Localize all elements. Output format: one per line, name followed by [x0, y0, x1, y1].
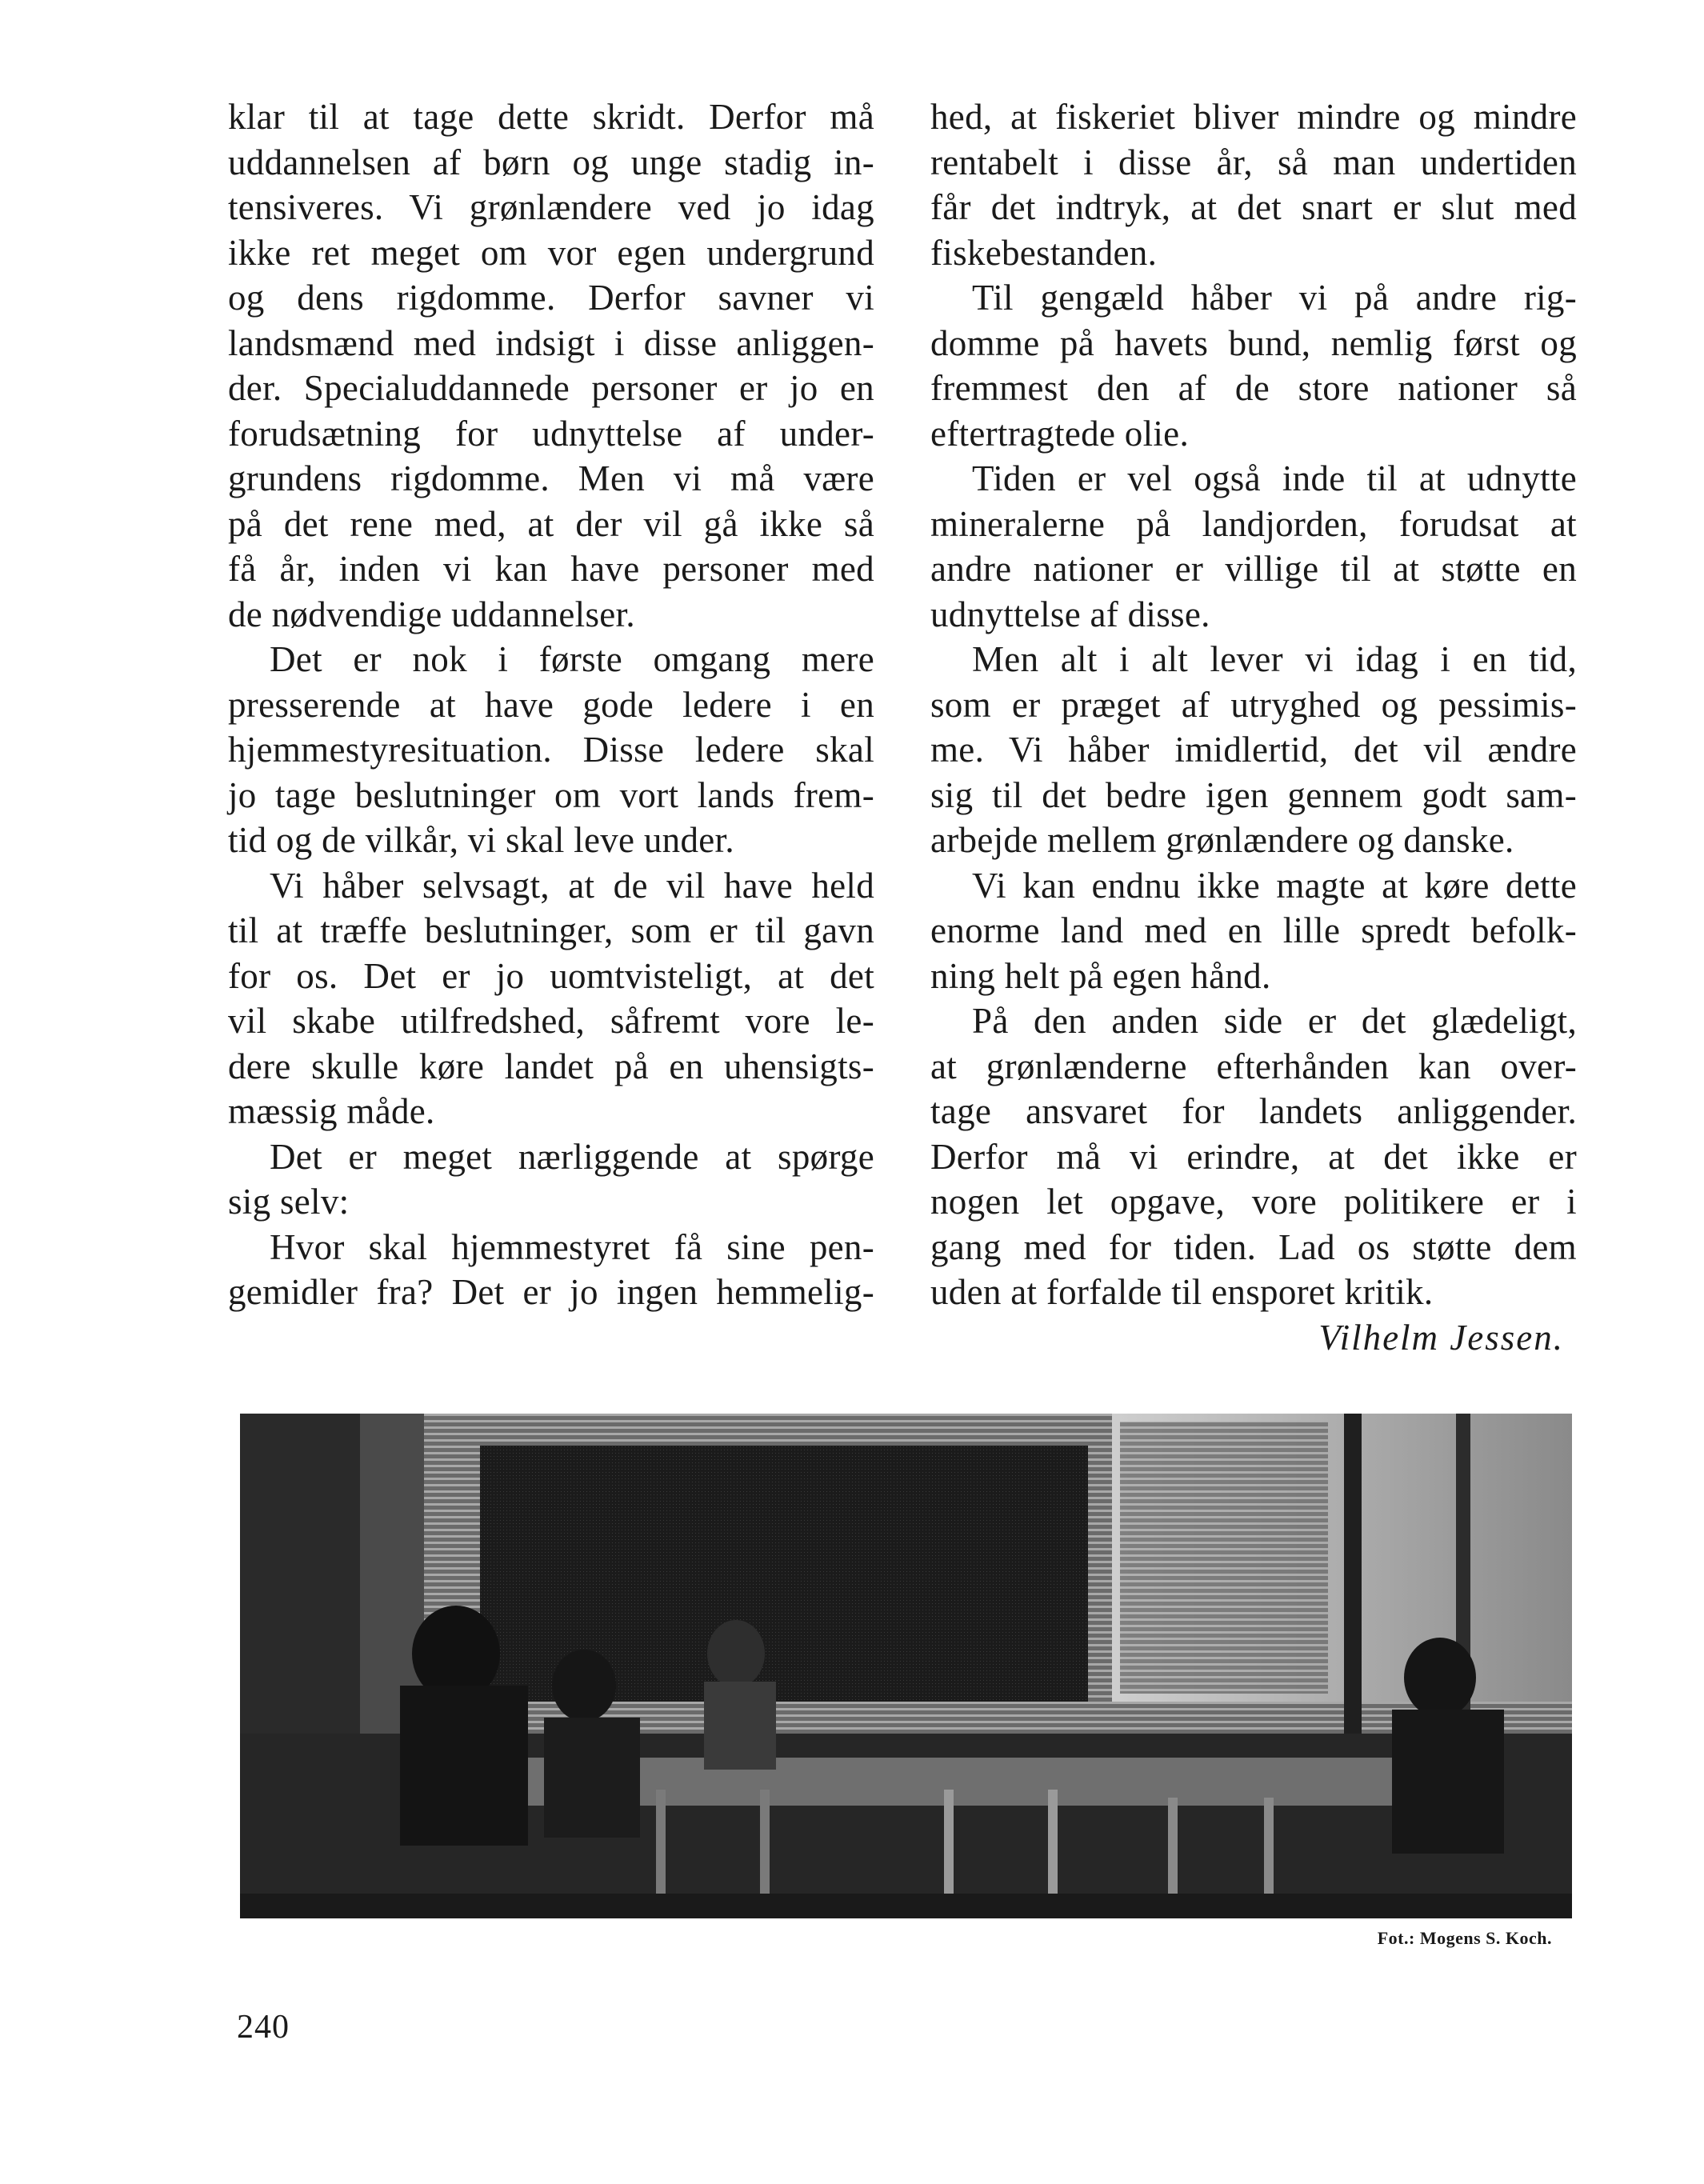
author-signature: Vilhelm Jessen.: [1318, 1317, 1564, 1358]
right-column-line: domme på havets bund, nemlig først og: [930, 322, 1577, 363]
right-column-line: ning helt på egen hånd.: [930, 955, 1271, 996]
left-column-line: gemidler fra? Det er jo ingen hemmelig-: [228, 1272, 874, 1312]
right-column-line: at grønlænderne efterhånden kan over-: [930, 1046, 1577, 1086]
left-text-column: [228, 94, 874, 1315]
left-column-line: presserende at have gode ledere i en: [228, 684, 874, 725]
right-column-line: får det indtryk, at det snart er slut med: [930, 187, 1577, 227]
right-column-line: gang med for tiden. Lad os støtte dem: [930, 1226, 1577, 1267]
left-column-line: der. Specialuddannede personer er jo en: [228, 368, 874, 408]
right-column-line: udnyttelse af disse.: [930, 594, 1210, 634]
right-text-column: [930, 94, 1577, 1360]
left-column-line: tid og de vilkår, vi skal leve under.: [228, 820, 734, 860]
left-column-line: forudsætning for udnyttelse af under-: [228, 413, 874, 454]
right-column-line: fremmest den af de store nationer så: [930, 368, 1577, 408]
left-column-line: til at træffe beslutninger, som er til gavn: [228, 910, 874, 950]
left-column-line: hjemmestyresituation. Disse ledere skal: [228, 730, 874, 770]
right-column-line: Tiden er vel også inde til at udnytte: [972, 458, 1577, 498]
left-column-line: på det rene med, at der vil gå ikke så: [228, 503, 874, 544]
right-column-line: fiskebestanden.: [930, 232, 1158, 273]
left-column-line: uddannelsen af børn og unge stadig in-: [228, 142, 874, 182]
right-column-line: eftertragtede olie.: [930, 413, 1190, 454]
left-column-line: jo tage beslutninger om vort lands frem-: [228, 774, 874, 815]
left-column-line: Hvor skal hjemmestyret få sine pen-: [270, 1226, 874, 1267]
left-column-line: grundens rigdomme. Men vi må være: [228, 458, 874, 498]
page-number: 240: [237, 2009, 290, 2046]
right-column-line: Men alt i alt lever vi idag i en tid,: [972, 639, 1577, 679]
left-column-line: mæssig måde.: [228, 1091, 435, 1131]
right-column-line: rentabelt i disse år, så man undertiden: [930, 142, 1577, 182]
right-column-line: mineralerne på landjorden, forudsat at: [930, 503, 1577, 544]
right-column-line: sig til det bedre igen gennem godt sam-: [930, 774, 1577, 815]
left-column-line: og dens rigdomme. Derfor savner vi: [228, 278, 874, 318]
right-column-line: uden at forfalde til ensporet kritik.: [930, 1272, 1434, 1312]
left-column-line: klar til at tage dette skridt. Derfor må: [228, 97, 874, 137]
left-column-line: Vi håber selvsagt, at de vil have held: [270, 865, 874, 906]
left-column-line: de nødvendige uddannelser.: [228, 594, 635, 634]
left-column-line: Det er nok i første omgang mere: [270, 639, 874, 679]
right-column-line: Til gengæld håber vi på andre rig-: [972, 278, 1577, 318]
left-column-line: dere skulle køre landet på en uhensigts-: [228, 1046, 874, 1086]
left-column-line: Det er meget nærliggende at spørge: [270, 1136, 874, 1177]
right-column-line: hed, at fiskeriet bliver mindre og mindre: [930, 97, 1577, 137]
left-column-line: tensiveres. Vi grønlændere ved jo idag: [228, 187, 874, 227]
right-column-line: På den anden side er det glædeligt,: [972, 1001, 1577, 1041]
right-column-line: Vi kan endnu ikke magte at køre dette: [972, 865, 1577, 906]
right-column-line: Derfor må vi erindre, at det ikke er: [930, 1136, 1577, 1177]
left-column-line: vil skabe utilfredshed, såfremt vore le-: [228, 1001, 874, 1041]
photo-credit: Fot.: Mogens S. Koch.: [1377, 1928, 1552, 1948]
right-column-line: som er præget af utryghed og pessimis-: [930, 684, 1577, 725]
left-column-line: for os. Det er jo uomtvisteligt, at det: [228, 955, 874, 996]
left-column-line: landsmænd med indsigt i disse anliggen-: [228, 322, 874, 363]
right-column-line: nogen let opgave, vore politikere er i: [930, 1182, 1577, 1222]
left-column-line: få år, inden vi kan have personer med: [228, 549, 874, 589]
right-column-line: tage ansvaret for landets anliggender.: [930, 1091, 1577, 1131]
left-column-line: sig selv:: [228, 1182, 350, 1222]
left-column-line: ikke ret meget om vor egen undergrund: [228, 232, 874, 273]
right-column-line: arbejde mellem grønlændere og danske.: [930, 820, 1514, 860]
right-column-line: enorme land med en lille spredt befolk-: [930, 910, 1577, 950]
right-column-line: me. Vi håber imidlertid, det vil ændre: [930, 730, 1577, 770]
meeting-photo: [240, 1414, 1572, 1918]
right-column-line: andre nationer er villige til at støtte en: [930, 549, 1577, 589]
